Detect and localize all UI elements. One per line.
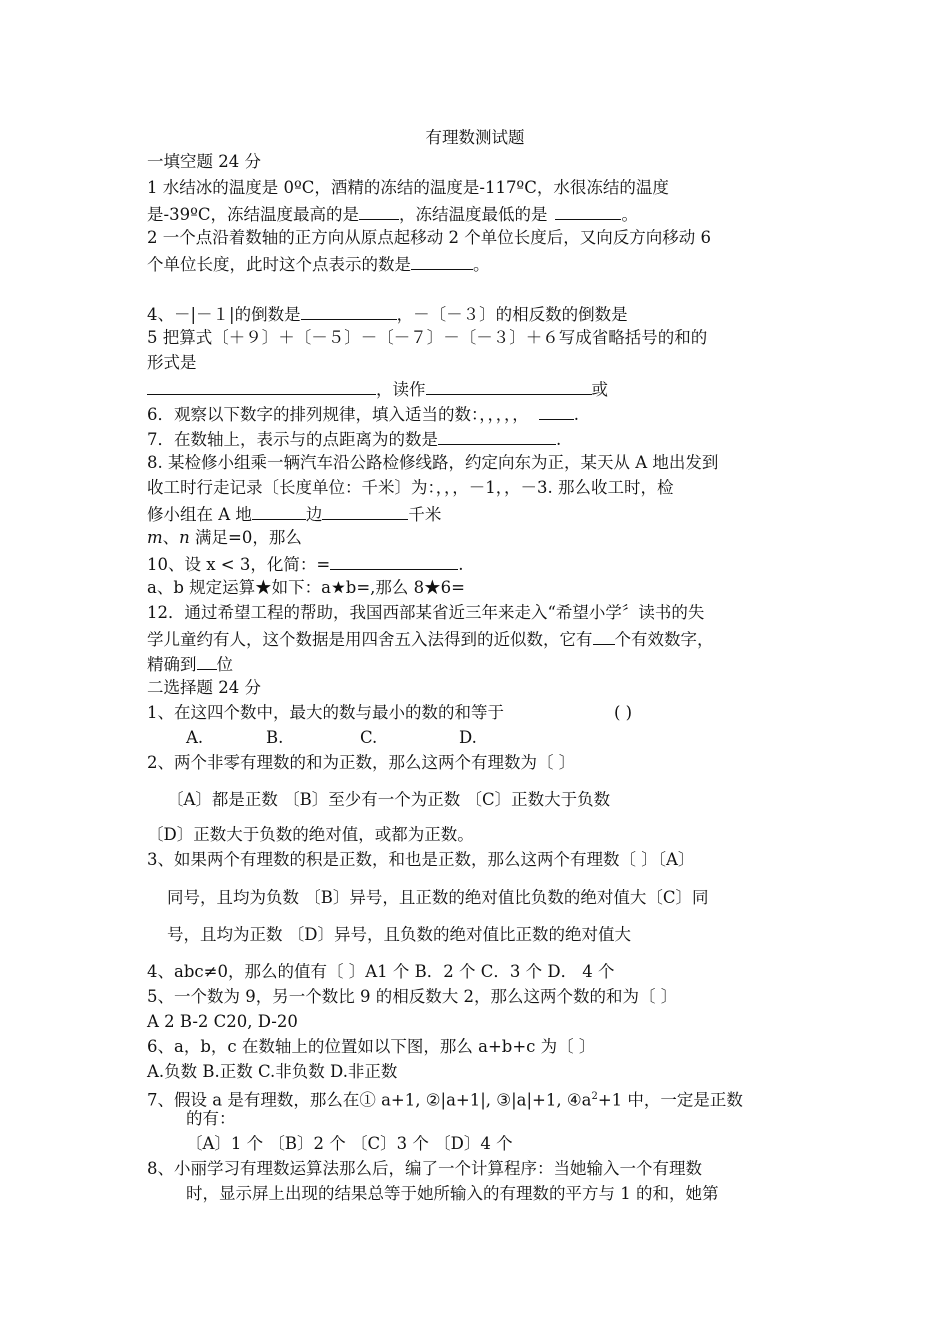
c1-answer-paren: ( ) (614, 703, 633, 722)
q12-line3 (147, 652, 233, 676)
c3-line1: 3、如果两个有理数的积是正数，和也是正数，那么这两个有理数〔 〕〔A〕 (147, 850, 695, 869)
q8-line2: 收工时行走记录〔长度单位：千米〕为：，，，－1，，－3. 那么收工时，检 (147, 478, 674, 497)
q5-text-read: ，读作 (376, 380, 426, 399)
c6-stem: 6、a，b，c 在数轴上的位置如以下图，那么 a+b+c 为〔 〕 (147, 1037, 596, 1056)
q10-blank[interactable] (330, 552, 458, 570)
q5-blank-expression[interactable] (147, 377, 376, 395)
q8-text-a: 修小组在 A 地 (147, 505, 252, 524)
q9-var-n: n (179, 528, 190, 547)
q9-line (147, 527, 302, 549)
q8-text-b: 边 (305, 505, 323, 524)
c1-option-a: A. (186, 728, 204, 747)
c8-line2: 时，显示屏上出现的结果总等于她所输入的有理数的平方与 1 的和，她第 (186, 1184, 719, 1203)
q12-text-d: 位 (216, 655, 233, 674)
q2-blank[interactable] (411, 252, 473, 270)
c7-stem-a: 7、假设 a 是有理数，那么在① a+1, ②|a+1|, ③|a|+1, ④a (147, 1090, 592, 1110)
q1-blank-lowest[interactable] (555, 202, 621, 220)
c1-option-b: B. (266, 728, 284, 747)
q4-blank[interactable] (301, 302, 397, 320)
q1-text-a: 是-39ºC，冻结温度最高的是 (147, 205, 359, 224)
q4-line (147, 302, 628, 326)
q5-line2: 形式是 (147, 353, 197, 372)
q7-text-b: . (556, 430, 562, 449)
q8-blank-distance[interactable] (322, 502, 408, 520)
c5-stem: 5、一个数为 9，另一个数比 9 的相反数大 2，那么这两个数的和为〔 〕 (147, 987, 678, 1006)
c1-option-c: C. (360, 728, 378, 747)
q12-line1: 12．通过希望工程的帮助，我国西部某省近三年来走入“希望小学〞读书的失 (147, 603, 705, 622)
q8-line1: 8. 某检修小组乘一辆汽车沿公路检修线路，约定向东为正，某天从 A 地出发到 (147, 453, 719, 472)
section-fill-in-heading: 一填空题 24 分 (147, 152, 261, 171)
c7-stem (147, 1086, 743, 1112)
q7-text-a: 7．在数轴上，表示与的点距离为的数是 (147, 430, 438, 449)
q9-var-m: m (147, 528, 163, 547)
c3-line3: 号，且均为正数 〔D〕异号，且负数的绝对值比正数的绝对值大 (167, 925, 631, 944)
q6-text-a: 6．观察以下数字的排列规律，填入适当的数：，，，，， (147, 405, 529, 424)
q9-separator: 、 (162, 528, 180, 547)
q7-blank[interactable] (438, 427, 556, 445)
q10-line (147, 552, 463, 576)
c7-options: 〔A〕1 个 〔B〕2 个 〔C〕3 个 〔D〕4 个 (186, 1134, 513, 1153)
c5-options: A 2 B-2 C20, D-20 (147, 1012, 298, 1031)
q6-blank[interactable] (539, 402, 574, 420)
q5-line3 (147, 377, 608, 401)
section-choice-heading: 二选择题 24 分 (147, 678, 261, 697)
q10-text-b: . (458, 555, 464, 574)
page-title: 有理数测试题 (425, 128, 525, 147)
c4-line: 4、abc≠0，那么的值有〔 〕A1 个 B．2 个 C．3 个 D． 4 个 (147, 962, 615, 981)
q10-text-a: 10、设 x < 3，化简：= (147, 555, 331, 574)
c1-option-d: D. (459, 728, 477, 747)
c7-stem-b: +1 中，一定是正数 (597, 1090, 743, 1110)
q1-text-b: ，冻结温度最低的是 (398, 205, 548, 224)
q2-line2 (147, 252, 490, 276)
c2-stem: 2、两个非零有理数的和为正数，那么这两个有理数为〔 〕 (147, 753, 576, 772)
q12-text-c: 精确到 (147, 655, 197, 674)
q1-blank-highest[interactable] (359, 202, 399, 220)
q8-text-c: 千米 (408, 505, 442, 524)
q1-line1: 1 水结冰的温度是 0ºC，酒精的冻结的温度是-117ºC，水很冻结的温度 (147, 178, 669, 197)
c8-line1: 8、小丽学习有理数运算法那么后，编了一个计算程序：当她输入一个有理数 (147, 1159, 702, 1178)
q4-text-a: 4、－|－１|的倒数是 (147, 305, 301, 324)
q8-line3 (147, 502, 441, 526)
q9-text: 满足=0，那么 (189, 528, 302, 547)
q5-text-or: 或 (591, 380, 608, 399)
q5-blank-reading[interactable] (426, 377, 592, 395)
q7-line (147, 427, 561, 451)
q11-line: a、b 规定运算★如下：a★b=,那么 8★6= (147, 578, 465, 597)
c3-line2: 同号，且均为负数 〔B〕异号，且正数的绝对值比负数的绝对值大〔C〕同 (167, 888, 709, 907)
c2-options: 〔A〕都是正数 〔B〕至少有一个为正数 〔C〕正数大于负数 (167, 790, 611, 809)
q12-text-a: 学儿童约有人，这个数据是用四舍五入法得到的近似数，它有 (147, 630, 593, 649)
c7-line2: 的有： (186, 1109, 236, 1128)
q2-text-a: 个单位长度，此时这个点表示的数是 (147, 255, 411, 274)
q4-text-b: ，－〔－３〕的相反数的倒数是 (396, 305, 628, 324)
q1-line2 (147, 202, 638, 226)
c2-option-d: 〔D〕正数大于负数的绝对值，或都为正数。 (147, 825, 474, 844)
c7-superscript: 2 (591, 1091, 598, 1102)
q12-text-b: 个有效数字， (614, 630, 714, 649)
q5-line1: 5 把算式〔＋９〕＋〔－５〕－〔－７〕－〔－３〕＋６写成省略括号的和的 (147, 328, 708, 347)
q12-blank-place[interactable] (197, 652, 217, 670)
q2-line1: 2 一个点沿着数轴的正方向从原点起移动 2 个单位长度后，又向反方向移动 6 (147, 228, 711, 247)
q12-blank-digits[interactable] (593, 627, 615, 645)
q1-text-c: 。 (621, 205, 638, 224)
q2-text-b: 。 (473, 255, 490, 274)
q8-blank-direction[interactable] (252, 502, 306, 520)
q12-line2 (147, 627, 714, 651)
c6-options: A.负数 B.正数 C.非负数 D.非正数 (147, 1062, 398, 1081)
q6-line (147, 402, 579, 426)
q6-text-b: . (573, 405, 579, 424)
c1-stem: 1、在这四个数中，最大的数与最小的数的和等于 (147, 703, 504, 722)
